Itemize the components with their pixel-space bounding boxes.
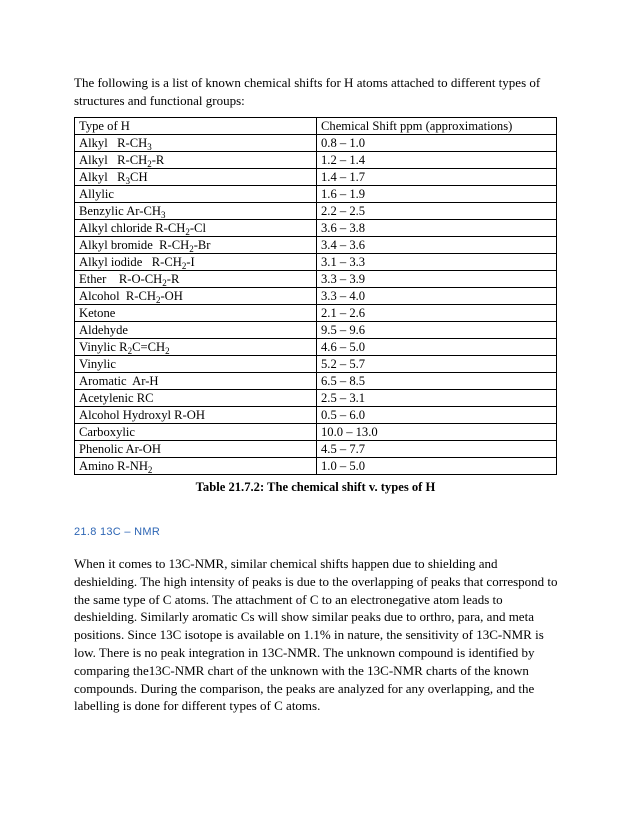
cell-chemical-shift: 4.5 – 7.7 xyxy=(317,441,557,458)
cell-chemical-shift: 10.0 – 13.0 xyxy=(317,424,557,441)
cell-type-of-h: Alkyl bromide $R-CH_2-Br$ xyxy=(75,237,317,254)
cell-chemical-shift: 4.6 – 5.0 xyxy=(317,339,557,356)
cell-type-of-h: Alcohol $R-CH_2-OH$ xyxy=(75,288,317,305)
table-row xyxy=(75,305,557,322)
table-row xyxy=(75,288,557,305)
chemical-shift-table xyxy=(74,117,557,475)
cell-chemical-shift: 2.5 – 3.1 xyxy=(317,390,557,407)
table-row xyxy=(75,271,557,288)
cell-chemical-shift: 3.1 – 3.3 xyxy=(317,254,557,271)
table-row xyxy=(75,373,557,390)
table-row xyxy=(75,356,557,373)
cell-chemical-shift: 6.5 – 8.5 xyxy=(317,373,557,390)
cell-type-of-h: Ketone xyxy=(75,305,317,322)
table-row xyxy=(75,169,557,186)
cell-type-of-h: Alcohol Hydroxyl R-OH xyxy=(75,407,317,424)
cell-chemical-shift: 9.5 – 9.6 xyxy=(317,322,557,339)
cell-type-of-h: Alkyl $R-CH_3$ xyxy=(75,135,317,152)
table-row xyxy=(75,203,557,220)
table-row xyxy=(75,407,557,424)
cell-type-of-h: Ether $R-O-CH_2-R$ xyxy=(75,271,317,288)
table-header-row xyxy=(75,118,557,135)
cell-chemical-shift: 3.6 – 3.8 xyxy=(317,220,557,237)
cell-chemical-shift: 2.2 – 2.5 xyxy=(317,203,557,220)
body-paragraph: When it comes to 13C-NMR, similar chemical shifts happen due to shielding and deshielding. The high intensity of peaks is due to the overlapping of peaks that correspond to the same type of C atoms. The attachment of C to an electronegative atom leads to deshielding. Similarly aromatic Cs will show similar peaks due to orthro, para, and meta positions. Since 13C isotope is available on 1.1% in nature, the sensitivity of 13C-NMR is low. There is no peak integration in 13C-NMR. The unknown compound is identified by comparing the13C-NMR chart of the unknown with the 13C-NMR charts of the known compounds. During the comparison, the peaks are analyzed for any overlapping, and the labelling is done for different types of C atoms. xyxy=(74,556,558,714)
table-row xyxy=(75,220,557,237)
cell-chemical-shift: 1.2 – 1.4 xyxy=(317,152,557,169)
cell-chemical-shift: 2.1 – 2.6 xyxy=(317,305,557,322)
table-row xyxy=(75,186,557,203)
cell-chemical-shift: 1.6 – 1.9 xyxy=(317,186,557,203)
cell-type-of-h: Phenolic Ar-OH xyxy=(75,441,317,458)
cell-type-of-h: Allylic xyxy=(75,186,317,203)
cell-type-of-h: Alkyl chloride $R-CH_2-Cl$ xyxy=(75,220,317,237)
table-caption: Table 21.7.2: The chemical shift v. types of H xyxy=(195,480,436,494)
cell-type-of-h: Benzylic $Ar-CH_3$ xyxy=(75,203,317,220)
cell-chemical-shift: 3.3 – 4.0 xyxy=(317,288,557,305)
table-row xyxy=(75,441,557,458)
chemical-shift-table-body xyxy=(75,118,557,475)
table-row xyxy=(75,390,557,407)
cell-type-of-h: Alkyl $R_3CH$ xyxy=(75,169,317,186)
cell-type-of-h: Aromatic Ar-H xyxy=(75,373,317,390)
cell-type-of-h: Vinylic xyxy=(75,356,317,373)
cell-chemical-shift: 3.3 – 3.9 xyxy=(317,271,557,288)
cell-type-of-h: Amino $R-NH_2$ xyxy=(75,458,317,475)
table-row xyxy=(75,237,557,254)
table-row xyxy=(75,339,557,356)
cell-chemical-shift: 0.8 – 1.0 xyxy=(317,135,557,152)
section-heading: 21.8 13C – NMR xyxy=(74,526,161,538)
table-row xyxy=(75,135,557,152)
table-row xyxy=(75,322,557,339)
intro-paragraph: The following is a list of known chemical shifts for H atoms attached to different types of structures and functional groups: xyxy=(74,75,541,108)
table-row xyxy=(75,424,557,441)
cell-type-of-h: Alkyl iodide $R-CH_2-I$ xyxy=(75,254,317,271)
cell-type-of-h: Alkyl $R-CH_2-R$ xyxy=(75,152,317,169)
header-cell-shift: Chemical Shift ppm (approximations) xyxy=(317,118,557,135)
cell-chemical-shift: 1.0 – 5.0 xyxy=(317,458,557,475)
cell-chemical-shift: 3.4 – 3.6 xyxy=(317,237,557,254)
cell-type-of-h: Aldehyde xyxy=(75,322,317,339)
cell-chemical-shift: 1.4 – 1.7 xyxy=(317,169,557,186)
table-row xyxy=(75,152,557,169)
header-cell-type: Type of H xyxy=(75,118,317,135)
cell-chemical-shift: 5.2 – 5.7 xyxy=(317,356,557,373)
table-row xyxy=(75,254,557,271)
table-row xyxy=(75,458,557,475)
cell-type-of-h: Vinylic $R_2C=CH_2$ xyxy=(75,339,317,356)
cell-chemical-shift: 0.5 – 6.0 xyxy=(317,407,557,424)
cell-type-of-h: Acetylenic RC xyxy=(75,390,317,407)
cell-type-of-h: Carboxylic xyxy=(75,424,317,441)
